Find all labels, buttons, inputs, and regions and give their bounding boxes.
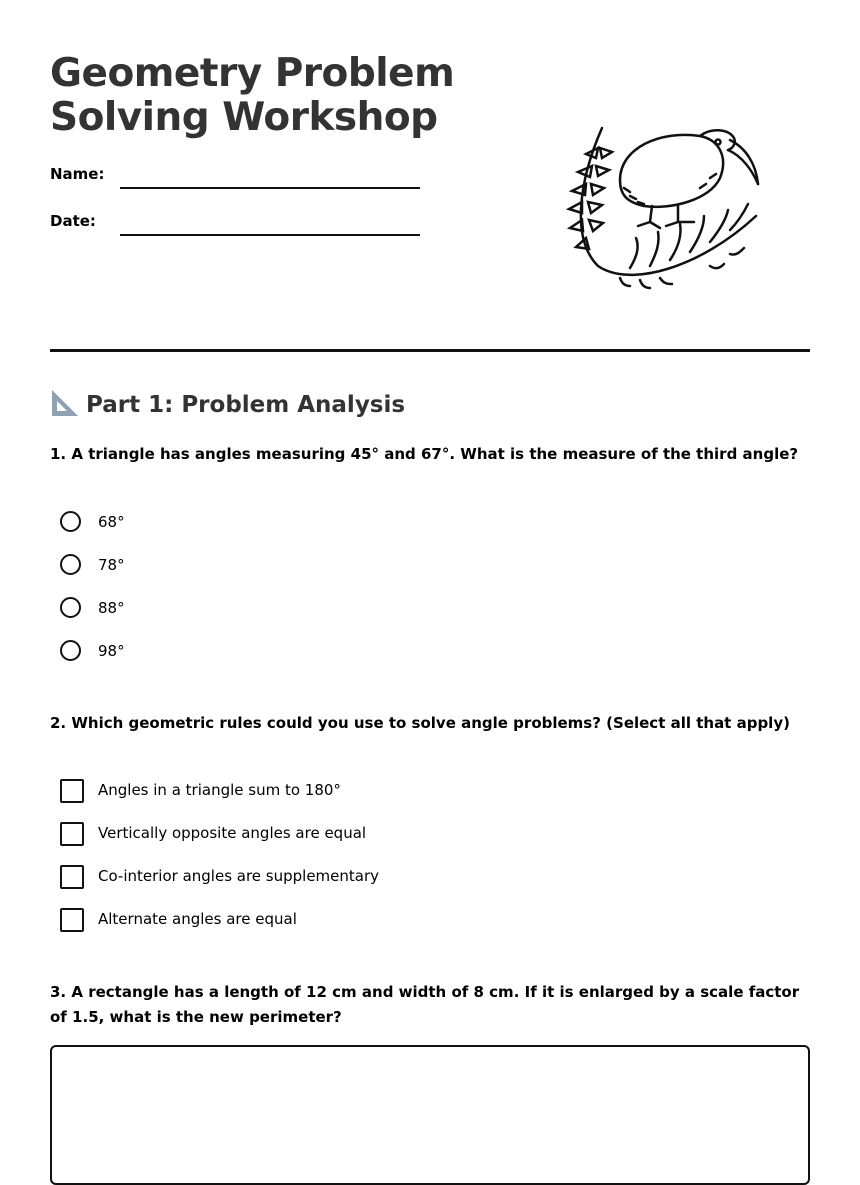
set-square-icon <box>50 388 80 418</box>
option-label: Vertically opposite angles are equal <box>98 824 367 842</box>
question-1: 1. A triangle has angles measuring 45° and 67°. What is the measure of the third angle? <box>50 445 799 463</box>
option-label: 98° <box>98 642 125 660</box>
date-input-line[interactable] <box>120 234 420 236</box>
title-line-1: Geometry Problem <box>50 51 455 96</box>
answer-textarea[interactable] <box>50 1045 810 1185</box>
header-divider <box>50 349 810 352</box>
option-label: Angles in a triangle sum to 180° <box>98 781 341 799</box>
title-line-2: Solving Workshop <box>50 95 438 140</box>
option-label: 78° <box>98 556 125 574</box>
option-label: 68° <box>98 513 125 531</box>
question-3: 3. A rectangle has a length of 12 cm and width of 8 cm. If it is enlarged by a scale factor of 1.5, what is the new perimeter? <box>50 983 800 1026</box>
name-input-line[interactable] <box>120 187 420 189</box>
option-label: Co-interior angles are supplementary <box>98 867 380 885</box>
radio-button[interactable] <box>60 597 81 618</box>
question-2: 2. Which geometric rules could you use to solve angle problems? (Select all that apply) <box>50 714 790 732</box>
name-label: Name: <box>50 165 105 183</box>
checkbox[interactable] <box>60 779 84 803</box>
radio-button[interactable] <box>60 554 81 575</box>
kiwi-bird-fern-icon <box>560 118 770 298</box>
name-field[interactable] <box>50 165 420 189</box>
section-title-text: Part 1: Problem Analysis <box>86 392 406 418</box>
date-label: Date: <box>50 212 96 230</box>
date-field[interactable] <box>50 212 420 236</box>
page-title <box>50 52 454 140</box>
section-title <box>50 388 405 421</box>
radio-button[interactable] <box>60 511 81 532</box>
option-label: 88° <box>98 599 125 617</box>
checkbox[interactable] <box>60 822 84 846</box>
checkbox[interactable] <box>60 865 84 889</box>
radio-button[interactable] <box>60 640 81 661</box>
option-label: Alternate angles are equal <box>98 910 297 928</box>
checkbox[interactable] <box>60 908 84 932</box>
